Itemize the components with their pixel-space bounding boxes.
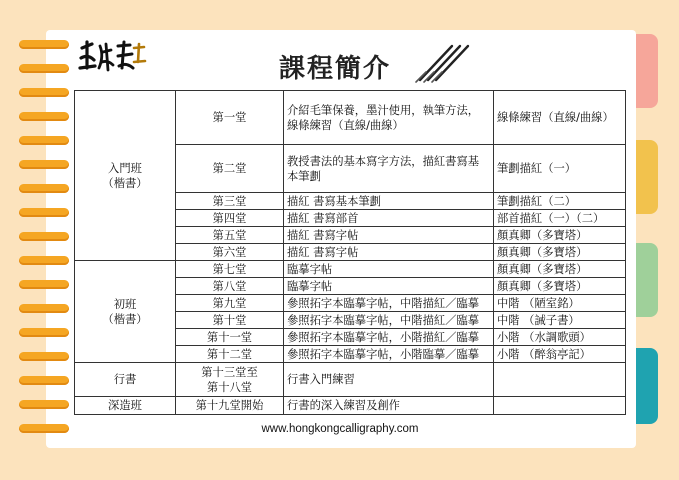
practice-cell: 線條練習（直線/曲線） <box>494 91 626 145</box>
group-name: 深造班 <box>108 399 142 412</box>
content-cell: 行書入門練習 <box>284 363 494 397</box>
lesson-cell: 第四堂 <box>176 210 284 227</box>
binder-ring <box>19 232 69 241</box>
binder-ring <box>19 208 69 217</box>
group-sub: （楷書） <box>102 176 148 190</box>
lesson-cell: 第五堂 <box>176 227 284 244</box>
lesson-cell: 第三堂 <box>176 193 284 210</box>
lesson-cell: 第八堂 <box>176 278 284 295</box>
content-cell: 介紹毛筆保養，墨汁使用，執筆方法，線條練習（直線/曲線） <box>284 91 494 145</box>
binder-rings <box>19 40 71 440</box>
group-cell <box>75 91 176 261</box>
group-cell <box>75 261 176 363</box>
lesson-cell: 第十一堂 <box>176 329 284 346</box>
table-row <box>75 363 626 397</box>
practice-cell: 顏真卿（多寶塔） <box>494 227 626 244</box>
practice-cell <box>494 397 626 415</box>
practice-cell: 小階 （水調歌頭） <box>494 329 626 346</box>
group-name: 初班 <box>113 297 137 311</box>
course-table <box>74 90 626 415</box>
binder-ring <box>19 40 69 49</box>
lesson-cell: 第十二堂 <box>176 346 284 363</box>
binder-ring <box>19 112 69 121</box>
calligraphy-logo <box>78 38 148 74</box>
content-cell: 參照拓字本臨摹字帖，小階臨摹／臨摹 <box>284 346 494 363</box>
practice-cell: 中階 （誡子書） <box>494 312 626 329</box>
practice-cell: 筆劃描紅（二） <box>494 193 626 210</box>
practice-cell: 部首描紅（一）（二） <box>494 210 626 227</box>
page-title: 課程簡介 <box>278 54 391 84</box>
website-link[interactable]: www.hongkongcalligraphy.com <box>261 423 419 435</box>
practice-cell <box>494 363 626 397</box>
lesson-cell: 第十三堂至 第十八堂 <box>176 363 284 397</box>
lesson-cell: 第十堂 <box>176 312 284 329</box>
group-cell <box>75 363 176 397</box>
lesson-cell: 第十九堂開始 <box>176 397 284 415</box>
practice-cell: 中階 （陋室銘） <box>494 295 626 312</box>
content-cell: 描紅 書寫部首 <box>284 210 494 227</box>
group-cell <box>75 397 176 415</box>
content-cell: 臨摹字帖 <box>284 261 494 278</box>
lesson-cell: 第一堂 <box>176 91 284 145</box>
content-cell: 參照拓字本臨摹字帖，中階描紅／臨摹 <box>284 312 494 329</box>
binder-ring <box>19 424 69 433</box>
binder-ring <box>19 184 69 193</box>
group-sub: （楷書） <box>102 312 148 326</box>
binder-ring <box>19 64 69 73</box>
practice-cell: 小階 （醉翁亭記） <box>494 346 626 363</box>
content-cell: 臨摹字帖 <box>284 278 494 295</box>
binder-ring <box>19 400 69 409</box>
brushes-icon <box>412 40 472 84</box>
content-cell: 描紅 書寫字帖 <box>284 227 494 244</box>
binder-ring <box>19 88 69 97</box>
practice-cell: 顏真卿（多寶塔） <box>494 278 626 295</box>
binder-ring <box>19 304 69 313</box>
table-row <box>75 91 626 145</box>
binder-ring <box>19 352 69 361</box>
content-cell: 描紅 書寫基本筆劃 <box>284 193 494 210</box>
content-cell: 教授書法的基本寫字方法，描紅書寫基本筆劃 <box>284 145 494 193</box>
content-cell: 參照拓字本臨摹字帖，中階描紅／臨摹 <box>284 295 494 312</box>
content-cell: 參照拓字本臨摹字帖，小階描紅／臨摹 <box>284 329 494 346</box>
group-name: 入門班 <box>108 161 142 175</box>
lesson-cell: 第六堂 <box>176 244 284 261</box>
binder-ring <box>19 376 69 385</box>
binder-ring <box>19 256 69 265</box>
practice-cell: 顏真卿（多寶塔） <box>494 261 626 278</box>
content-cell: 行書的深入練習及創作 <box>284 397 494 415</box>
table-row <box>75 397 626 415</box>
binder-ring <box>19 280 69 289</box>
lesson-cell: 第二堂 <box>176 145 284 193</box>
practice-cell: 筆劃描紅（一） <box>494 145 626 193</box>
content-cell: 描紅 書寫字帖 <box>284 244 494 261</box>
binder-ring <box>19 160 69 169</box>
group-name: 行書 <box>113 373 137 386</box>
lesson-cell: 第九堂 <box>176 295 284 312</box>
table-row <box>75 261 626 278</box>
binder-ring <box>19 328 69 337</box>
binder-ring <box>19 136 69 145</box>
lesson-cell: 第七堂 <box>176 261 284 278</box>
practice-cell: 顏真卿（多寶塔） <box>494 244 626 261</box>
